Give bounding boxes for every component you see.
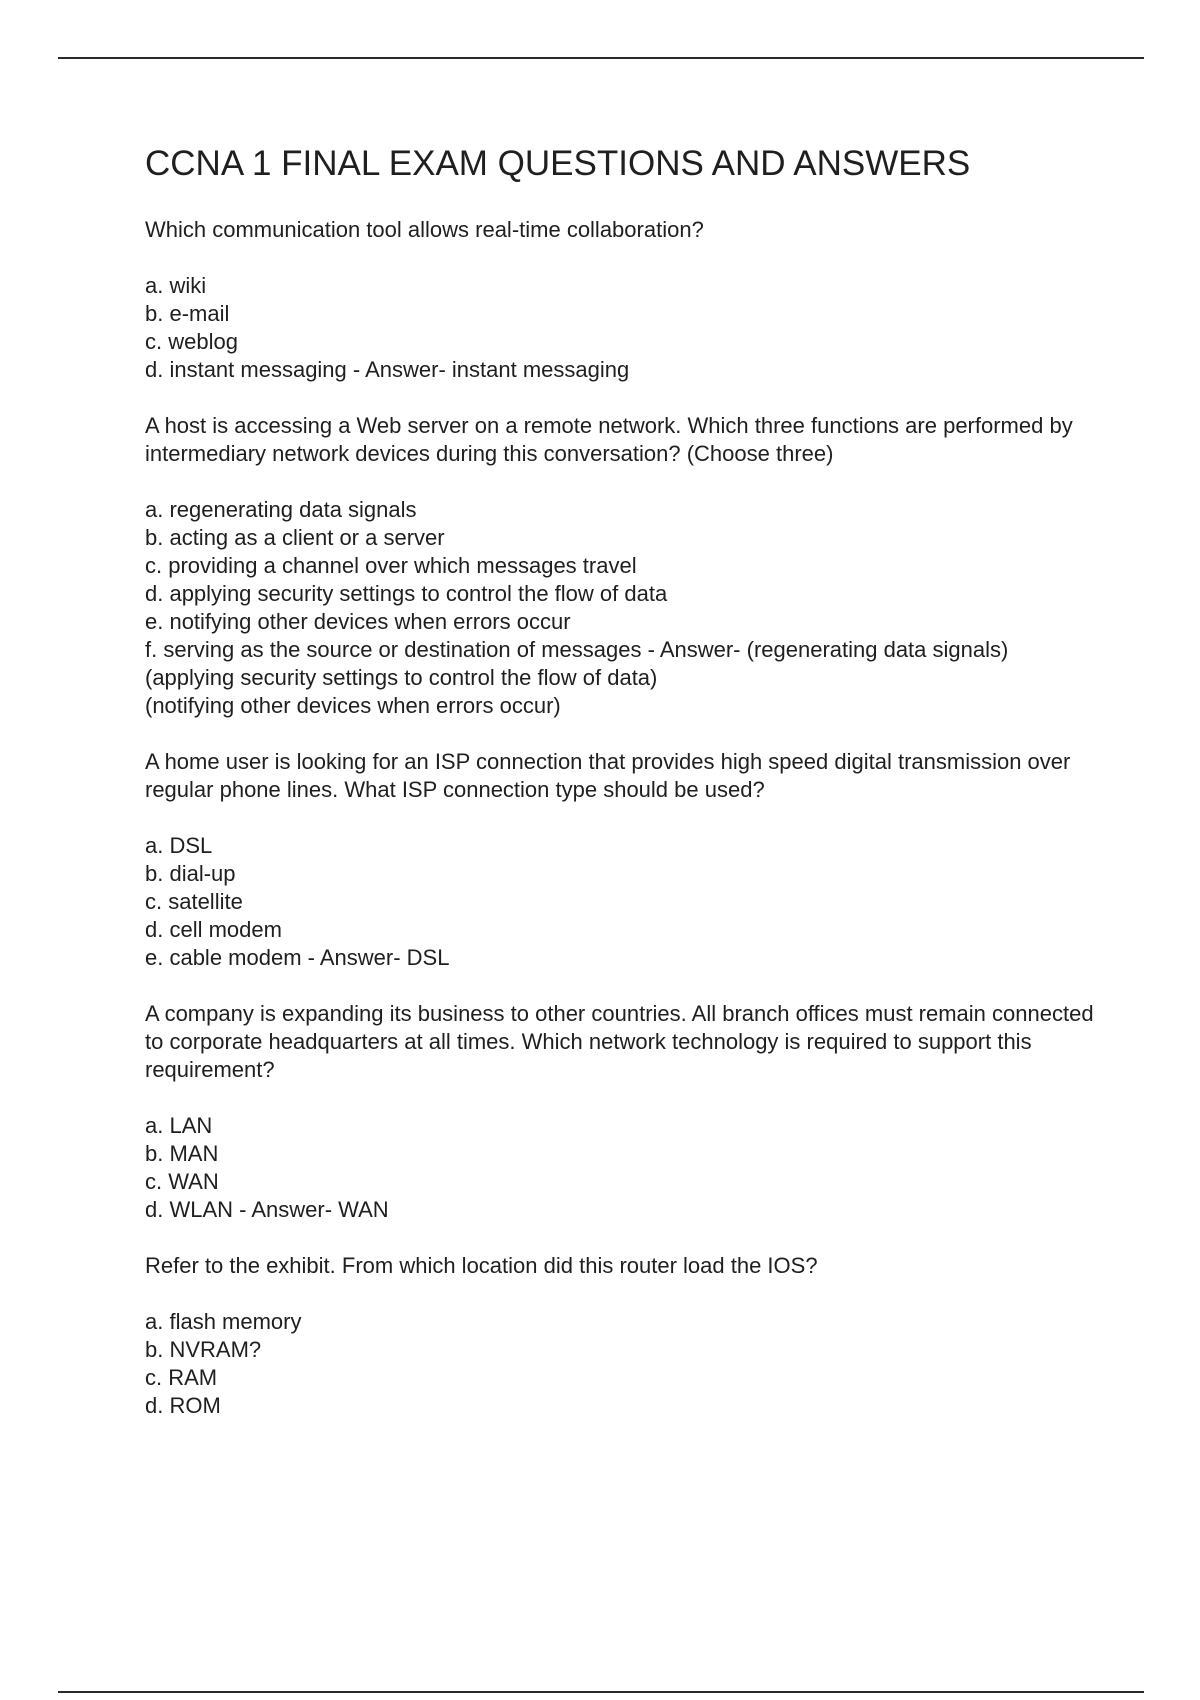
option-line: a. wiki	[145, 273, 207, 298]
option-line: b. NVRAM?	[145, 1337, 262, 1362]
question-text: Refer to the exhibit. From which location did this router load the IOS?	[145, 1253, 818, 1278]
option-line: d. ROM	[145, 1393, 221, 1418]
option-line-answer: f. serving as the source or destination of messages - Answer- (regenerating data signals)	[145, 637, 1009, 662]
option-list	[145, 496, 1105, 720]
answer-line: (notifying other devices when errors occur)	[145, 693, 561, 718]
question-block-2	[145, 412, 1105, 720]
option-line: c. providing a channel over which messages travel	[145, 553, 637, 578]
option-list	[145, 272, 1105, 384]
option-line: b. acting as a client or a server	[145, 525, 445, 550]
question-block-5	[145, 1252, 1105, 1420]
answer-line: (applying security settings to control the flow of data)	[145, 665, 658, 690]
option-line: c. satellite	[145, 889, 243, 914]
question-text: A company is expanding its business to other countries. All branch offices must remain connected to corporate headquarters at all times. Which network technology is required to support this requirement?	[145, 1001, 1094, 1082]
page-title: CCNA 1 FINAL EXAM QUESTIONS AND ANSWERS	[145, 144, 971, 183]
question-block-4	[145, 1000, 1105, 1224]
document-body	[145, 140, 1105, 1448]
option-line: a. flash memory	[145, 1309, 302, 1334]
option-list	[145, 832, 1105, 972]
option-list	[145, 1112, 1105, 1224]
option-line: b. e-mail	[145, 301, 230, 326]
option-line-answer: e. cable modem - Answer- DSL	[145, 945, 450, 970]
question-text: A home user is looking for an ISP connection that provides high speed digital transmission over regular phone lines. What ISP connection type should be used?	[145, 749, 1071, 802]
option-line: a. regenerating data signals	[145, 497, 417, 522]
option-line-answer: d. instant messaging - Answer- instant messaging	[145, 357, 630, 382]
question-text: A host is accessing a Web server on a remote network. Which three functions are performed by intermediary network devices during this conversation? (Choose three)	[145, 413, 1073, 466]
option-line: a. LAN	[145, 1113, 213, 1138]
question-block-1	[145, 216, 1105, 384]
option-line: a. DSL	[145, 833, 213, 858]
option-line: d. applying security settings to control the flow of data	[145, 581, 668, 606]
option-line: d. cell modem	[145, 917, 282, 942]
option-line-answer: d. WLAN - Answer- WAN	[145, 1197, 389, 1222]
question-text: Which communication tool allows real-time collaboration?	[145, 217, 704, 242]
option-line: b. dial-up	[145, 861, 236, 886]
bottom-divider	[58, 1691, 1144, 1693]
option-line: c. weblog	[145, 329, 238, 354]
option-line: c. RAM	[145, 1365, 218, 1390]
option-line: c. WAN	[145, 1169, 219, 1194]
option-list	[145, 1308, 1105, 1420]
top-divider	[58, 57, 1144, 59]
option-line: b. MAN	[145, 1141, 219, 1166]
option-line: e. notifying other devices when errors occur	[145, 609, 571, 634]
question-block-3	[145, 748, 1105, 972]
